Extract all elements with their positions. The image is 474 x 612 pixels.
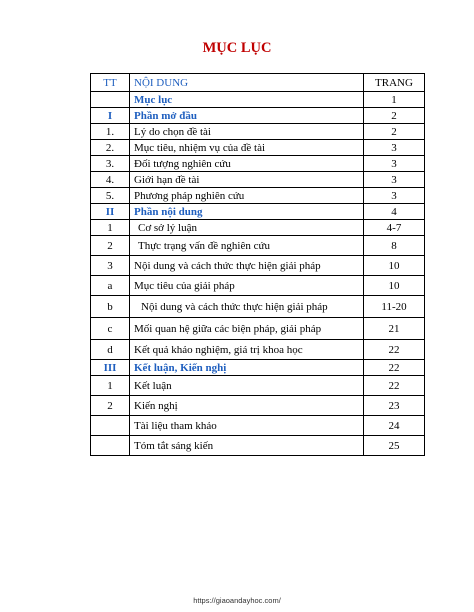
table-row xyxy=(91,92,425,108)
row-tt xyxy=(91,416,130,436)
row-page: 1 xyxy=(364,92,425,108)
table-row xyxy=(91,318,425,340)
row-content: Mục lục xyxy=(130,92,364,108)
table-row xyxy=(91,236,425,256)
row-content: Giới hạn đề tài xyxy=(130,172,364,188)
row-tt: c xyxy=(91,318,130,340)
row-tt xyxy=(91,436,130,456)
table-row xyxy=(91,360,425,376)
row-content: Đối tượng nghiên cứu xyxy=(130,156,364,172)
table-row xyxy=(91,396,425,416)
table-row xyxy=(91,204,425,220)
row-page: 3 xyxy=(364,172,425,188)
row-content: Nội dung và cách thức thực hiện giải pháp xyxy=(130,296,364,318)
row-content: Phần nội dung xyxy=(130,204,364,220)
row-tt: III xyxy=(91,360,130,376)
page-title: MỤC LỤC xyxy=(202,40,272,56)
row-content: Mối quan hệ giữa các biện pháp, giải pháp xyxy=(130,318,364,340)
row-page: 25 xyxy=(364,436,425,456)
row-tt: 5. xyxy=(91,188,130,204)
row-page: 4 xyxy=(364,204,425,220)
row-page: 4-7 xyxy=(364,220,425,236)
table-row xyxy=(91,340,425,360)
row-tt xyxy=(91,92,130,108)
row-content: Cơ sở lý luận xyxy=(130,220,364,236)
table-of-contents xyxy=(90,73,425,456)
header-content: NỘI DUNG xyxy=(130,74,364,92)
row-page: 10 xyxy=(364,256,425,276)
table-row xyxy=(91,172,425,188)
table-row xyxy=(91,108,425,124)
row-content: Mục tiêu, nhiệm vụ của đề tài xyxy=(130,140,364,156)
row-content: Kết luận xyxy=(130,376,364,396)
table-header-row xyxy=(91,74,425,92)
row-content: Phần mở đầu xyxy=(130,108,364,124)
row-content: Lý do chọn đề tài xyxy=(130,124,364,140)
row-content: Tóm tắt sáng kiến xyxy=(130,436,364,456)
table-row xyxy=(91,124,425,140)
row-page: 21 xyxy=(364,318,425,340)
row-page: 3 xyxy=(364,188,425,204)
row-content: Thực trạng vấn đề nghiên cứu xyxy=(130,236,364,256)
footer-url-link[interactable]: https://giaoandayhoc.com/ xyxy=(193,596,281,605)
table-row xyxy=(91,188,425,204)
row-tt: 1 xyxy=(91,220,130,236)
row-content: Nội dung và cách thức thực hiện giải pháp xyxy=(130,256,364,276)
row-tt: 1. xyxy=(91,124,130,140)
table-row xyxy=(91,220,425,236)
row-page: 24 xyxy=(364,416,425,436)
row-page: 2 xyxy=(364,124,425,140)
row-content: Kiến nghị xyxy=(130,396,364,416)
table-row xyxy=(91,296,425,318)
row-page: 22 xyxy=(364,360,425,376)
row-tt: 2. xyxy=(91,140,130,156)
row-page: 2 xyxy=(364,108,425,124)
row-page: 8 xyxy=(364,236,425,256)
row-page: 10 xyxy=(364,276,425,296)
table-row xyxy=(91,256,425,276)
table-row xyxy=(91,140,425,156)
table-row xyxy=(91,156,425,172)
table-row xyxy=(91,276,425,296)
row-content: Phương pháp nghiên cứu xyxy=(130,188,364,204)
table-row xyxy=(91,376,425,396)
row-tt: II xyxy=(91,204,130,220)
row-tt: 3. xyxy=(91,156,130,172)
row-page: 3 xyxy=(364,140,425,156)
row-content: Kết luận, Kiến nghị xyxy=(130,360,364,376)
header-tt: TT xyxy=(91,74,130,92)
row-tt: 2 xyxy=(91,236,130,256)
row-content: Tài liệu tham khảo xyxy=(130,416,364,436)
row-content: Mục tiêu của giải pháp xyxy=(130,276,364,296)
table-row xyxy=(91,436,425,456)
row-content: Kết quả khảo nghiệm, giá trị khoa học xyxy=(130,340,364,360)
row-page: 22 xyxy=(364,376,425,396)
row-page: 3 xyxy=(364,156,425,172)
row-tt: 2 xyxy=(91,396,130,416)
row-page: 23 xyxy=(364,396,425,416)
row-tt: 3 xyxy=(91,256,130,276)
row-tt: d xyxy=(91,340,130,360)
row-tt: 1 xyxy=(91,376,130,396)
row-tt: b xyxy=(91,296,130,318)
row-tt: 4. xyxy=(91,172,130,188)
row-tt: a xyxy=(91,276,130,296)
row-page: 11-20 xyxy=(364,296,425,318)
table-row xyxy=(91,416,425,436)
header-page: TRANG xyxy=(364,74,425,92)
row-page: 22 xyxy=(364,340,425,360)
row-tt: I xyxy=(91,108,130,124)
